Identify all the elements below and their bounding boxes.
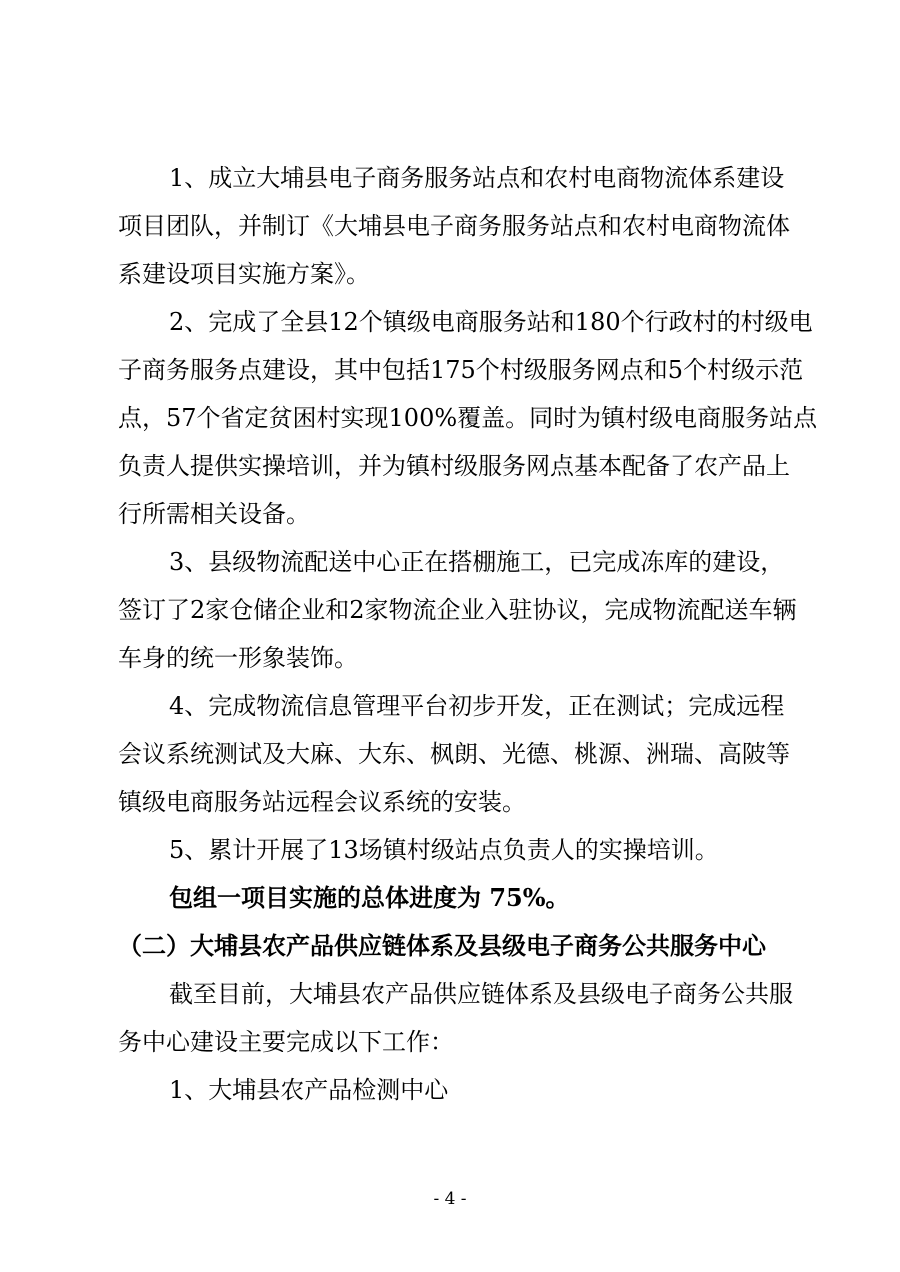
document-page: 1、成立大埔县电子商务服务站点和农村电商物流体系建设 项目团队，并制订《大埔县电子商务服务站点和农村电商物流体 系建设项目实施方案》。 2、完成了全县12个镇级电商服务站和180个行政村的村级电 子商务服务点建设，其中包括175个村级服务网点和5个村级示范 点，57个省定贫困村实现100%覆盖。同时为镇村级电商服务站点 负责人提供实操培训，并为镇村级服务网点基本配备了农产品上 行所需相关设备。 3、县级物流配送中心正在搭棚施工，已完成冻库的建设， 签订了2家仓储企业和2家物流企业入驻协议，完成物流配送车辆 车身的统一形象装饰。 4、完成物流信息管理平台初步开发，正在测试；完成远程 会议系统测试及大麻、大东、枫朗、光德、桃源、洲瑞、高陂等 镇级电商服务站远程会议系统的安装。 5、累计开展了13场镇村级站点负责人的实操培训。 包组一项目实施的总体进度为 75%。 （二）大埔县农产品供应链体系及县级电子商务公共服务中心 截至目前，大埔县农产品供应链体系及县级电子商务公共服 务中心建设主要完成以下工作： 1、大埔县农产品检测中心 - 4 -: [0, 0, 900, 1272]
page-number: - 4 -: [433, 1189, 467, 1209]
